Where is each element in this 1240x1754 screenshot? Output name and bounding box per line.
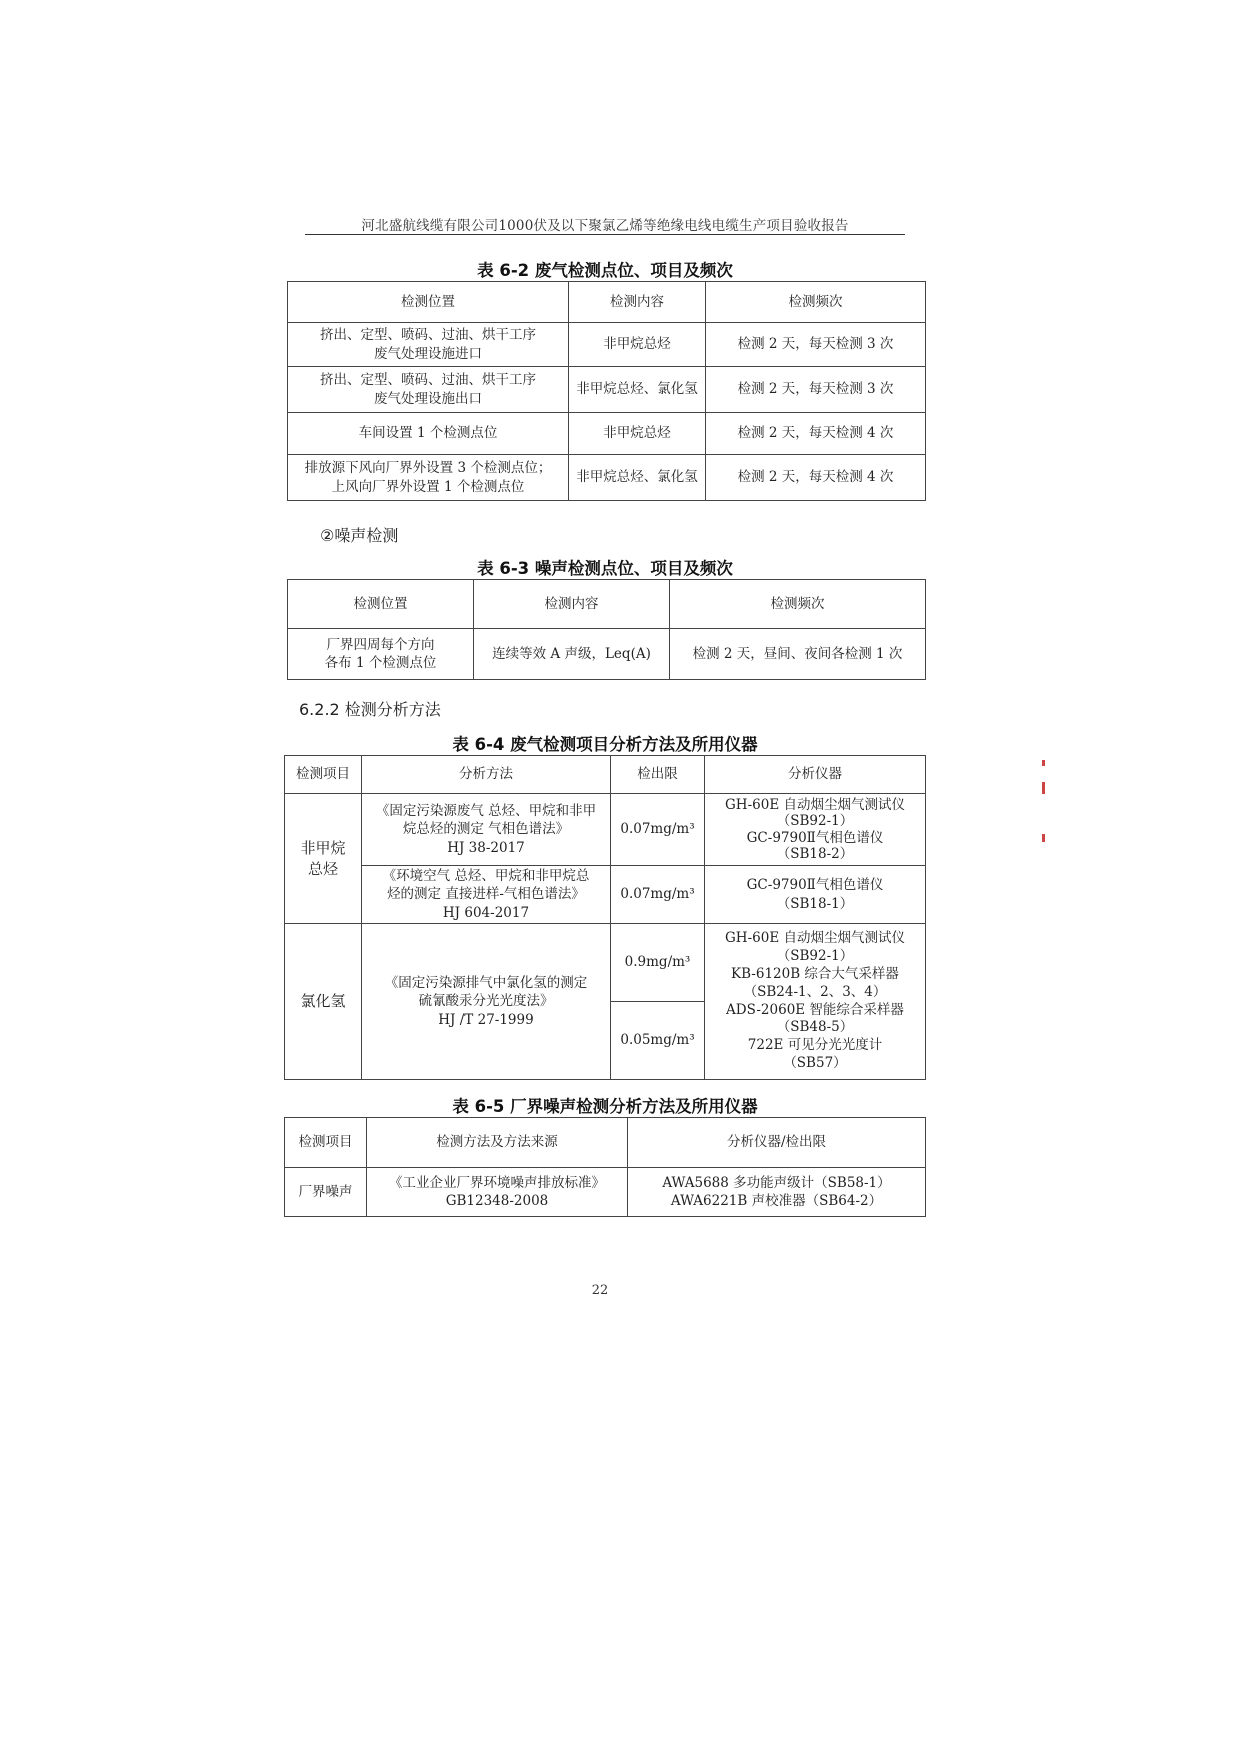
page-number: 22	[591, 1283, 609, 1298]
table-6-5	[284, 1117, 926, 1217]
content-cell: 连续等效 A 声级，Leq(A)	[474, 629, 670, 680]
location-cell: 挤出、定型、喷码、过油、烘干工序 废气处理设施出口	[288, 367, 569, 413]
table-row	[288, 629, 926, 680]
table-row	[285, 866, 926, 924]
limit-cell: 0.05mg/m³	[611, 1002, 705, 1080]
table-header-cell: 检测位置	[288, 282, 569, 323]
frequency-cell: 检测 2 天，每天检测 3 次	[706, 367, 926, 413]
table-row	[288, 367, 926, 413]
limit-cell: 0.9mg/m³	[611, 924, 705, 1002]
limit-cell: 0.07mg/m³	[611, 866, 705, 924]
table-row	[288, 413, 926, 455]
table-6-3-caption: 表 6-3 噪声检测点位、项目及频次	[477, 559, 733, 578]
noise-heading: ②噪声检测	[320, 526, 399, 545]
table-header-cell: 检测位置	[288, 580, 474, 629]
method-cell: 《工业企业厂界环境噪声排放标准》 GB12348-2008	[367, 1168, 628, 1217]
table-header-cell: 分析方法	[362, 756, 611, 794]
table-header-cell: 检测项目	[285, 1118, 367, 1168]
table-row	[288, 323, 926, 367]
frequency-cell: 检测 2 天，昼间、夜间各检测 1 次	[670, 629, 926, 680]
table-header-cell: 分析仪器	[705, 756, 926, 794]
table-header-cell: 检测内容	[474, 580, 670, 629]
frequency-cell: 检测 2 天，每天检测 3 次	[706, 323, 926, 367]
table-6-4	[284, 755, 926, 1080]
instrument-cell: AWA5688 多功能声级计（SB58-1） AWA6221B 声校准器（SB64-2）	[628, 1168, 926, 1217]
method-cell: 《固定污染源排气中氯化氢的测定 硫氰酸汞分光光度法》 HJ /T 27-1999	[362, 924, 611, 1080]
table-6-3	[287, 579, 926, 680]
frequency-cell: 检测 2 天，每天检测 4 次	[706, 455, 926, 501]
item-cell: 非甲烷 总烃	[285, 794, 362, 924]
scan-artifact	[1042, 782, 1045, 794]
location-cell: 车间设置 1 个检测点位	[288, 413, 569, 455]
content-cell: 非甲烷总烃、氯化氢	[569, 455, 706, 501]
method-cell: 《环境空气 总烃、甲烷和非甲烷总 烃的测定 直接进样-气相色谱法》 HJ 604-2017	[362, 866, 611, 924]
location-cell: 厂界四周每个方向 各布 1 个检测点位	[288, 629, 474, 680]
table-header-cell: 检测项目	[285, 756, 362, 794]
table-header-cell: 检测方法及方法来源	[367, 1118, 628, 1168]
table-row	[285, 924, 926, 1002]
limit-cell: 0.07mg/m³	[611, 794, 705, 866]
scan-artifact	[1042, 834, 1045, 842]
scan-artifact	[1042, 760, 1045, 766]
instrument-cell: GC-9790Ⅱ气相色谱仪 （SB18-1）	[705, 866, 926, 924]
table-header-cell: 检测内容	[569, 282, 706, 323]
content-cell: 非甲烷总烃	[569, 323, 706, 367]
table-row	[285, 1168, 926, 1217]
table-6-2	[287, 281, 926, 501]
table-row	[285, 794, 926, 866]
table-row	[288, 455, 926, 501]
content-cell: 非甲烷总烃	[569, 413, 706, 455]
table-header-cell: 检测频次	[670, 580, 926, 629]
table-header-cell: 分析仪器/检出限	[628, 1118, 926, 1168]
table-header-cell: 检测频次	[706, 282, 926, 323]
table-6-4-caption: 表 6-4 废气检测项目分析方法及所用仪器	[452, 735, 758, 754]
item-cell: 厂界噪声	[285, 1168, 367, 1217]
table-6-2-caption: 表 6-2 废气检测点位、项目及频次	[477, 261, 733, 280]
header-rule	[305, 234, 905, 235]
instrument-cell: GH-60E 自动烟尘烟气测试仪 （SB92-1） KB-6120B 综合大气采样器 （SB24-1、2、3、4） ADS-2060E 智能综合采样器 （SB48-5） 722E 可见分光光度计 （SB57）	[705, 924, 926, 1080]
method-cell: 《固定污染源废气 总烃、甲烷和非甲 烷总烃的测定 气相色谱法》 HJ 38-2017	[362, 794, 611, 866]
instrument-cell: GH-60E 自动烟尘烟气测试仪 （SB92-1） GC-9790Ⅱ气相色谱仪 （SB18-2）	[705, 794, 926, 866]
running-header: 河北盛航线缆有限公司1000伏及以下聚氯乙烯等绝缘电线电缆生产项目验收报告	[361, 218, 849, 234]
item-cell: 氯化氢	[285, 924, 362, 1080]
location-cell: 排放源下风向厂界外设置 3 个检测点位； 上风向厂界外设置 1 个检测点位	[288, 455, 569, 501]
content-cell: 非甲烷总烃、氯化氢	[569, 367, 706, 413]
table-6-5-caption: 表 6-5 厂界噪声检测分析方法及所用仪器	[452, 1097, 758, 1116]
table-header-cell: 检出限	[611, 756, 705, 794]
frequency-cell: 检测 2 天，每天检测 4 次	[706, 413, 926, 455]
location-cell: 挤出、定型、喷码、过油、烘干工序 废气处理设施进口	[288, 323, 569, 367]
section-6-2-2-heading: 6.2.2 检测分析方法	[299, 700, 441, 719]
